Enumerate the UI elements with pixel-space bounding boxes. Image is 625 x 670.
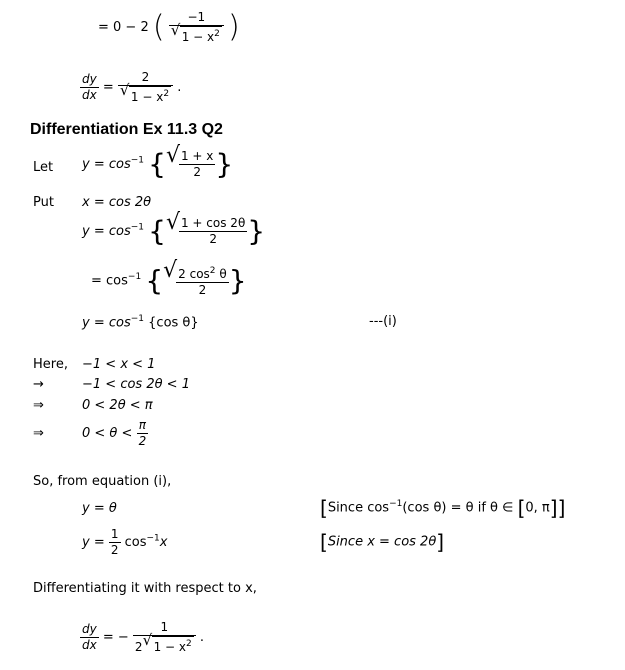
diff-line: Differentiating it with respect to x, bbox=[33, 581, 257, 596]
range-1: −1 < cos 2θ < 1 bbox=[82, 377, 190, 392]
equals: = bbox=[102, 80, 114, 95]
let-equation: $y = \cos^{-1}$ { √ $\frac{1 + x}{2}$ } bbox=[82, 143, 234, 181]
arrow-2: ⇒ bbox=[33, 398, 44, 413]
note-2: [Since x = cos 2θ] bbox=[320, 530, 445, 554]
dydx-fraction: $\frac{dy}{dx}$ bbox=[82, 72, 97, 102]
step-3: $y = \cos^{-1}$ { √ $\frac{1 + \cos 2\theta}{2}$ } bbox=[82, 210, 266, 248]
note-1: [Since $\cos^{-1}(\cos$ θ) = θ if θ ∈ [0, π]] bbox=[320, 496, 566, 520]
range-3: 0 < θ < $\frac{\pi}{2}$ bbox=[82, 418, 147, 448]
equation-tag: ---(i) bbox=[369, 314, 397, 329]
put-equation: x = cos 2θ bbox=[82, 195, 152, 210]
step-6: y = θ bbox=[82, 501, 117, 516]
l1-denominator: √ $1 - x^2$ bbox=[170, 21, 220, 44]
put-label: Put bbox=[33, 195, 54, 210]
here-ineq: −1 < x < 1 bbox=[82, 357, 156, 372]
range-2: 0 < 2θ < π bbox=[82, 398, 153, 413]
l1-text: = 0 − 2 bbox=[98, 20, 149, 35]
section-heading: Differentiation Ex 11.3 Q2 bbox=[30, 121, 223, 138]
step-5: $y = \cos^{-1} \{\cos$ θ} bbox=[82, 314, 199, 331]
arrow-1: → bbox=[33, 377, 44, 392]
step-4: = $\cos^{-1}$ { √ $\frac{2 \cos^2 \theta}{2}$ } bbox=[91, 258, 247, 297]
line-2: $\frac{dy}{dx}$ = 2 √ $1 - x^2$ . bbox=[82, 70, 182, 104]
line-1 bbox=[98, 10, 240, 45]
so-line: So, from equation (i), bbox=[33, 474, 172, 489]
left-paren: ( bbox=[152, 9, 165, 45]
arrow-3: ⇒ bbox=[33, 426, 44, 441]
l2-fraction: 2 √ $1 - x^2$ bbox=[118, 70, 173, 105]
here-label: Here, bbox=[33, 357, 68, 372]
final-equation: $\frac{dy}{dx}$ = − 1 2 √ $1 - x^2$ . bbox=[82, 620, 204, 654]
l1-fraction bbox=[169, 10, 224, 45]
l1-numerator: −1 bbox=[169, 10, 224, 26]
step-7: y = $\frac{1}{2}$ $\cos^{-1}x$ bbox=[82, 527, 168, 557]
right-paren: ) bbox=[228, 9, 240, 45]
let-label: Let bbox=[33, 160, 54, 175]
